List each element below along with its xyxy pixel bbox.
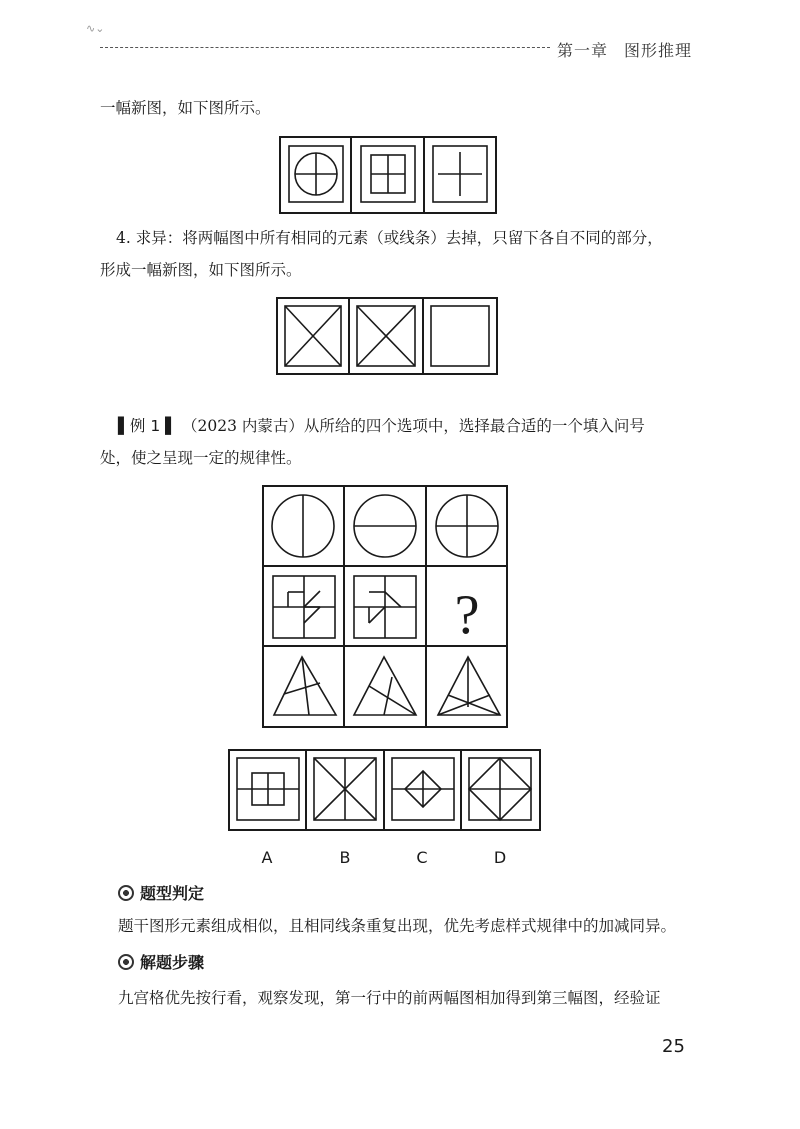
example-line2: 处，使之呈现一定的规律性。 (100, 449, 302, 467)
question-mark: ? (454, 584, 480, 646)
option-d-figure (469, 758, 531, 820)
figure-diff-example (276, 297, 498, 375)
option-label-a[interactable]: A (261, 848, 273, 867)
section-steps-text: 九宫格优先按行看，观察发现，第一行中的前两幅图相加得到第三幅图，经验证 (118, 989, 661, 1007)
item4-line2: 形成一幅新图，如下图所示。 (100, 261, 302, 279)
grid-cell-1-2 (354, 495, 416, 557)
intro-line: 一幅新图，如下图所示。 (100, 99, 271, 117)
section-type-text: 题干图形元素组成相似，且相同线条重复出现，优先考虑样式规律中的加减同异。 (118, 917, 677, 935)
option-a-figure (237, 758, 299, 820)
grid-cell-3-3 (438, 657, 500, 715)
section-heading-steps: 解题步骤 (118, 950, 204, 973)
grid-cell-2-2 (354, 576, 416, 638)
option-c-figure (392, 758, 454, 820)
answer-options (228, 749, 541, 831)
grid-cell-3-2 (354, 657, 416, 715)
grid-cell-1-1 (272, 495, 334, 557)
option-label-c[interactable]: C (416, 848, 428, 867)
option-label-b[interactable]: B (339, 848, 351, 867)
scan-corner-mark: ∿⌄ (86, 22, 105, 35)
item4-line1: 4. 求异：将两幅图中所有相同的元素（或线条）去掉，只留下各自不同的部分， (116, 229, 663, 247)
puzzle-grid (262, 485, 508, 728)
option-label-d[interactable]: D (493, 848, 507, 867)
grid-cell-3-1 (274, 657, 336, 715)
example-question-text: （2023 内蒙古）从所给的四个选项中，选择最合适的一个填入问号 (182, 417, 645, 435)
chapter-label: 第一章 (557, 41, 609, 60)
header-rule (100, 47, 550, 48)
section-heading-type: 题型判定 (118, 881, 204, 904)
example-tag: ▌例 1 ▌ (118, 417, 178, 435)
grid-cell-1-3 (436, 495, 498, 557)
running-header (557, 38, 708, 61)
page-number: 25 (662, 1036, 685, 1057)
section-bullet-icon (118, 954, 134, 970)
figure-add-example (279, 136, 497, 214)
example-line1 (118, 414, 645, 438)
section-bullet-icon (118, 885, 134, 901)
chapter-title: 图形推理 (624, 41, 693, 60)
option-b-figure (314, 758, 376, 820)
diff-panel-3 (431, 306, 489, 366)
grid-cell-2-1 (273, 576, 335, 638)
